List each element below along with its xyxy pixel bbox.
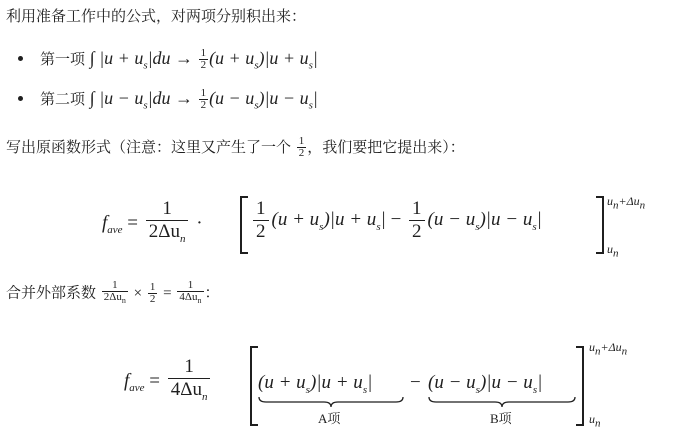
limit-sub: n: [595, 345, 601, 358]
term-part: |: [367, 372, 373, 393]
frac-num: 1: [149, 280, 156, 293]
bullet-dot: [18, 56, 23, 61]
frac-den: 2: [200, 59, 207, 71]
term-sub: s: [532, 220, 537, 233]
term-part: (u − u: [427, 208, 476, 230]
limit-sub: n: [595, 417, 601, 430]
term-sub: s: [362, 383, 368, 396]
frac-num: 1: [200, 87, 207, 99]
left-bracket: [250, 346, 258, 426]
term-part: |: [536, 208, 542, 230]
half-fraction: [409, 198, 425, 243]
den-text: 2Δu: [148, 221, 180, 242]
frac-den: 2: [256, 221, 266, 242]
term-2: [427, 208, 542, 233]
term-sub: s: [532, 383, 538, 396]
bullet-dot: [18, 96, 23, 101]
half-fraction: [297, 136, 307, 159]
frac-num: 1: [102, 280, 128, 292]
term-part: (u + u: [271, 208, 320, 230]
formula-part: (u + u: [209, 48, 255, 68]
underbrace-a: [258, 396, 404, 408]
upper-limit: [589, 340, 627, 357]
frac-den: [102, 292, 128, 306]
lower-limit: [589, 412, 601, 429]
upper-limit: [607, 194, 645, 211]
bullet-item-second: [40, 88, 318, 116]
bullet-label: 第一项: [40, 50, 86, 68]
term-part: )|u − u: [479, 208, 533, 230]
frac-num: 1: [177, 280, 203, 292]
limit-part: u: [607, 242, 613, 256]
dot-operator: ·: [196, 212, 203, 234]
b-term: [428, 372, 542, 396]
formula-part: |: [312, 88, 318, 108]
term-part: |: [380, 208, 386, 230]
frac-num: 1: [298, 135, 305, 147]
term-part: )|u + u: [323, 208, 377, 230]
frac-den: 2: [200, 99, 207, 111]
b-term-label: B项: [490, 411, 512, 426]
formula-part: ∫ |u + u: [89, 48, 144, 68]
equation-2: [124, 356, 213, 408]
frac-den: 2: [149, 292, 156, 305]
integral-formula: [89, 48, 198, 72]
term-part: )|u + u: [309, 372, 363, 393]
term-sub: s: [376, 220, 381, 233]
eq-sign: =: [127, 212, 139, 234]
formula-sub: s: [143, 99, 148, 112]
times-operator: ×: [133, 285, 143, 302]
limit-part: +Δu: [618, 194, 640, 208]
write-line-suffix: ，我们要把它提出来）：: [307, 138, 465, 156]
formula-sub: s: [308, 59, 313, 72]
equation-1: [102, 198, 203, 250]
limit-part: u: [589, 340, 595, 354]
den-text: 4Δu: [179, 291, 198, 303]
intro-text: 利用准备工作中的公式，对两项分别积出来：: [6, 7, 307, 25]
formula-part: |du →: [147, 88, 198, 108]
formula-part: (u − u: [209, 88, 255, 108]
den-sub: n: [201, 390, 208, 403]
eq-lhs: f: [102, 212, 108, 234]
frac-den: 2: [412, 221, 422, 242]
formula-part: |du →: [147, 48, 198, 68]
frac-num: 1: [200, 47, 207, 59]
combine-line: [6, 280, 220, 306]
fraction-b: [148, 282, 158, 305]
formula-part: )|u − u: [258, 88, 309, 108]
eq-lhs-sub: ave: [129, 382, 145, 395]
half-fraction: [199, 88, 209, 111]
term-sub: s: [475, 383, 480, 396]
frac-num: 1: [168, 356, 211, 379]
a-term: [258, 372, 372, 396]
lower-limit: [607, 242, 619, 259]
limit-part: u: [589, 412, 595, 426]
term-part: (u − u: [428, 372, 476, 393]
combine-prefix: 合并外部系数: [6, 283, 101, 302]
frac-den: [177, 292, 203, 306]
den-sub: n: [179, 232, 186, 245]
term-part: |: [537, 372, 543, 393]
frac-num: 1: [409, 198, 425, 221]
right-bracket: [576, 346, 584, 426]
eq-lhs: f: [124, 370, 130, 392]
den-sub: n: [121, 296, 126, 306]
den-text: 4Δu: [170, 379, 202, 400]
coef-fraction: [168, 356, 211, 408]
term-1: [271, 208, 386, 233]
den-sub: n: [197, 296, 202, 306]
limit-part: u: [607, 194, 613, 208]
coef-fraction: [146, 198, 189, 250]
half-fraction: [199, 48, 209, 71]
fraction-c: [177, 280, 203, 306]
formula-sub: s: [143, 59, 148, 72]
formula-part: ∫ |u − u: [89, 88, 144, 108]
limit-sub: n: [639, 199, 646, 212]
limit-sub: n: [621, 345, 628, 358]
formula-part: )|u + u: [258, 48, 309, 68]
frac-num: 1: [253, 198, 269, 221]
half-fraction: [253, 198, 269, 243]
term-sub: s: [475, 220, 480, 233]
a-term-label: A项: [318, 411, 341, 426]
minus-operator: −: [410, 372, 421, 393]
minus-operator: −: [390, 208, 402, 230]
result-formula: [209, 88, 318, 112]
combine-suffix: ：: [204, 283, 220, 302]
result-formula: [209, 48, 318, 72]
right-bracket: [596, 196, 604, 254]
eq-lhs-sub: ave: [107, 224, 123, 237]
eq-sign: =: [163, 285, 172, 302]
formula-sub: s: [254, 59, 259, 72]
eq1-inner: [250, 198, 542, 243]
formula-sub: s: [308, 99, 313, 112]
den-text: 2Δu: [103, 291, 122, 303]
limit-part: +Δu: [600, 340, 622, 354]
integral-formula: [89, 88, 198, 112]
frac-num: 1: [146, 198, 189, 221]
term-part: (u + u: [258, 372, 306, 393]
term-sub: s: [305, 383, 310, 396]
frac-den: [146, 221, 189, 250]
write-line-prefix: 写出原函数形式（注意：这里又产生了一个: [6, 138, 296, 156]
write-line: [6, 136, 465, 159]
formula-sub: s: [254, 99, 259, 112]
eq-sign: =: [149, 370, 161, 392]
term-sub: s: [319, 220, 324, 233]
limit-sub: n: [613, 199, 619, 212]
term-part: )|u − u: [479, 372, 533, 393]
bullet-item-first: [40, 48, 318, 76]
frac-den: 2: [298, 147, 305, 159]
left-bracket: [240, 196, 248, 254]
fraction-a: [102, 280, 128, 306]
underbrace-b: [428, 396, 576, 408]
limit-sub: n: [613, 247, 619, 260]
frac-den: [168, 379, 211, 408]
formula-part: |: [312, 48, 318, 68]
bullet-label: 第二项: [40, 90, 86, 108]
